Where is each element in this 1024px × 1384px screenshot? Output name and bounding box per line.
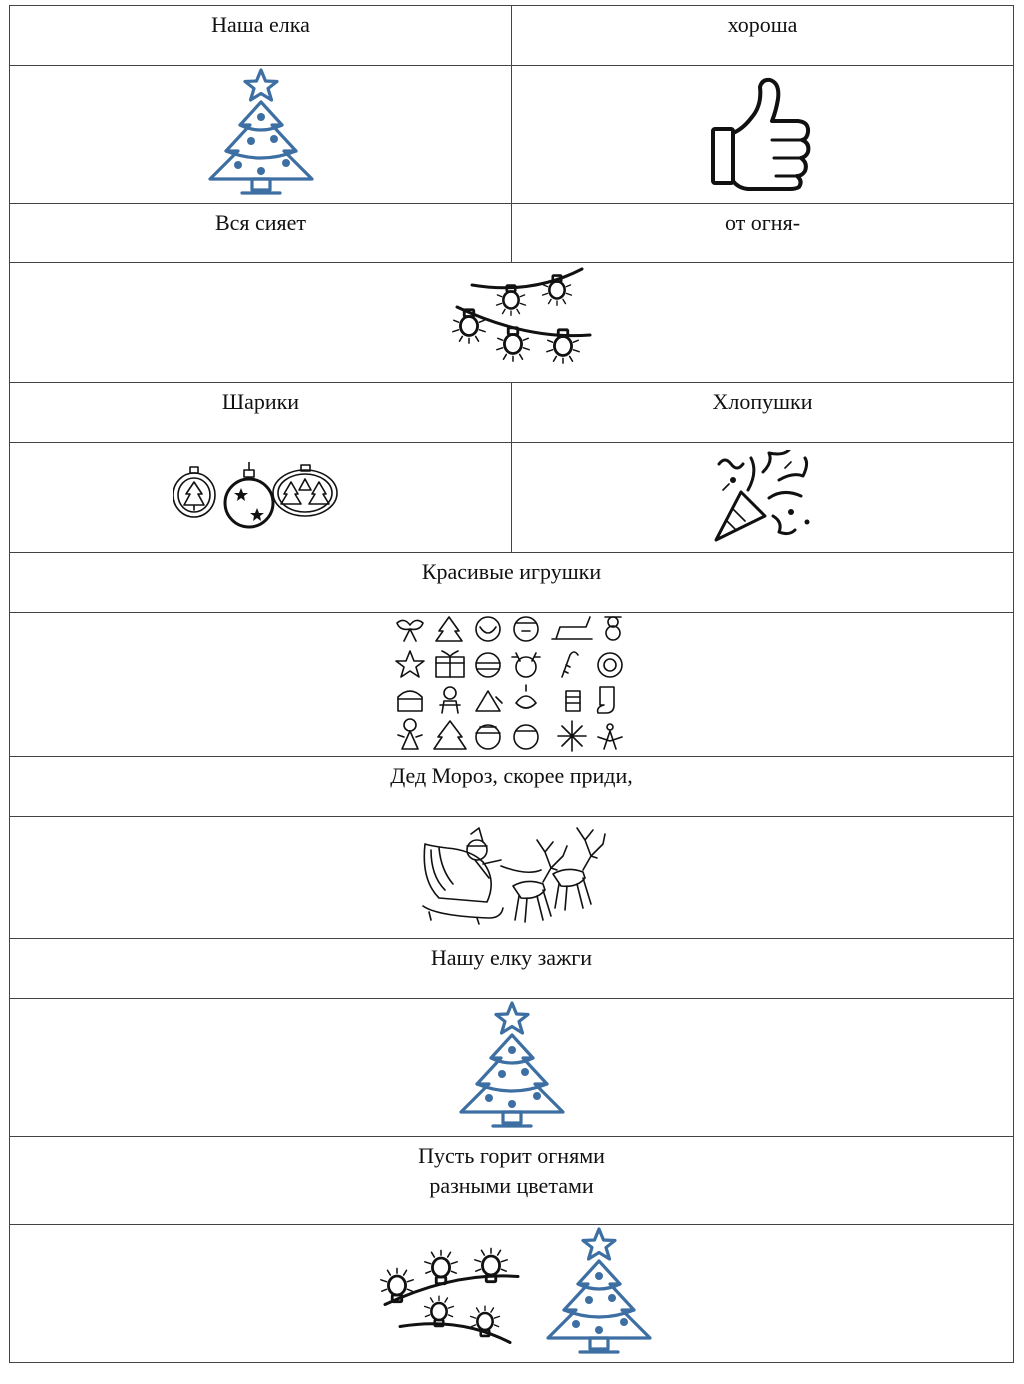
- table-row: [10, 999, 1013, 1137]
- verse-cell: Шарики: [221, 389, 300, 414]
- christmas-tree-icon: [196, 67, 326, 202]
- table-row: [10, 553, 1013, 613]
- table-row: [10, 263, 1013, 383]
- verse-cell: Хлопушки: [511, 383, 1013, 442]
- picture-cell: [10, 263, 1013, 382]
- garland-lights-icon: [432, 265, 592, 380]
- garland-lights-icon: [360, 1234, 520, 1354]
- picture-cell: [10, 1225, 1013, 1362]
- verse-cell: Нашу елку зажги: [430, 945, 593, 970]
- picture-cell: [10, 817, 1013, 938]
- table-row: [10, 383, 1013, 443]
- picture-cell: [511, 443, 1013, 552]
- picture-cell: [511, 66, 1013, 203]
- table-row: [10, 817, 1013, 939]
- verse-cell: Красивые игрушки: [421, 559, 602, 584]
- picture-cell: [10, 999, 1013, 1136]
- table-row: [10, 6, 1013, 66]
- christmas-ornaments-icon: [173, 462, 348, 534]
- table-row: [10, 613, 1013, 757]
- verse-cell: Вся сияет: [214, 210, 307, 235]
- picture-cell: [10, 66, 511, 203]
- table-row: [10, 1137, 1013, 1225]
- verse-cell: Дед Мороз, скорее приди,: [390, 763, 633, 788]
- picture-cell: [10, 443, 511, 552]
- christmas-toys-grid-icon: [392, 615, 632, 755]
- table-row: [10, 66, 1013, 204]
- poem-table: [9, 5, 1014, 1363]
- table-row: [10, 939, 1013, 999]
- verse-cell: хороша: [511, 6, 1013, 65]
- table-row: [10, 757, 1013, 817]
- verse-cell: Наша елка: [211, 12, 310, 37]
- party-popper-icon: [713, 450, 813, 545]
- table-row: [10, 204, 1013, 263]
- santa-sleigh-reindeer-icon: [417, 820, 607, 936]
- verse-cell: [10, 1137, 1013, 1224]
- verse-cell: от огня-: [511, 204, 1013, 262]
- table-row: [10, 443, 1013, 553]
- verse-line: Пусть горит огнями: [418, 1143, 605, 1168]
- christmas-tree-icon: [534, 1226, 664, 1361]
- table-row: [10, 1225, 1013, 1363]
- thumbs-up-icon: [708, 77, 818, 192]
- picture-cell: [10, 613, 1013, 756]
- verse-line: разными цветами: [429, 1173, 594, 1198]
- christmas-tree-icon: [447, 1000, 577, 1135]
